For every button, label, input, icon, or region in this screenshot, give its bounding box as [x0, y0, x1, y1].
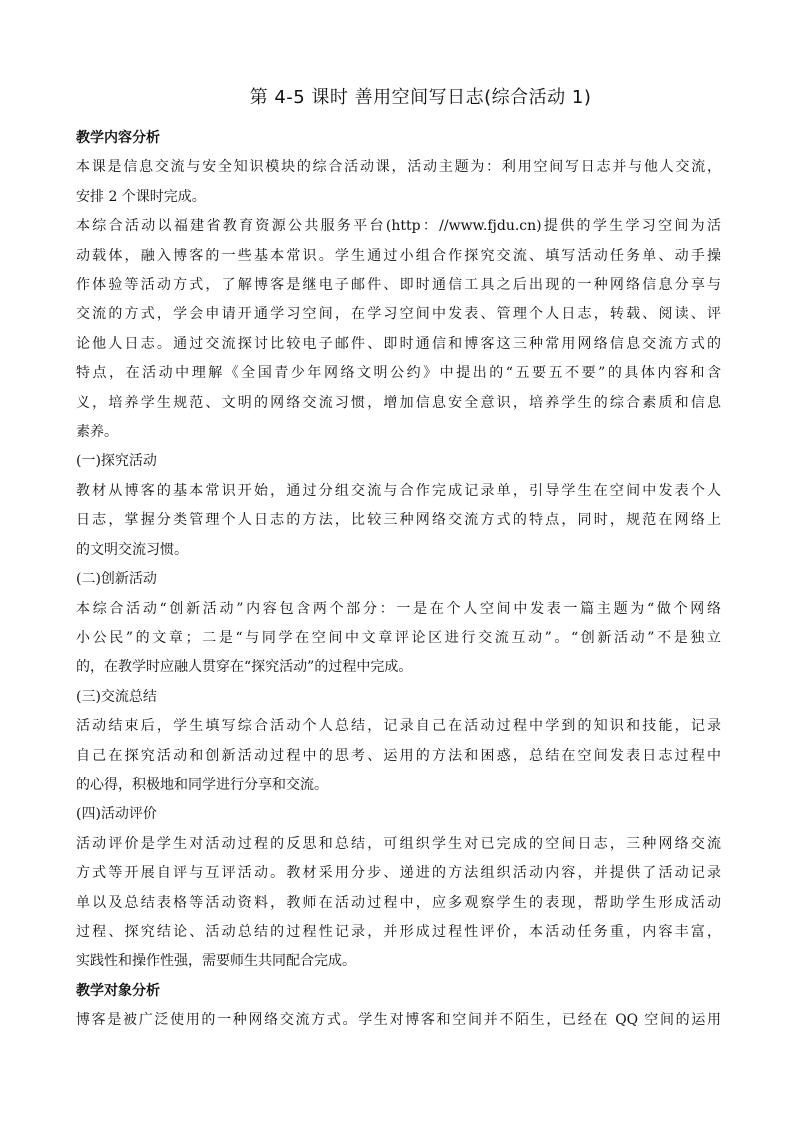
text-line: 特点，在活动中理解《全国青少年网络文明公约》中提出的“五要五不要”的具体内容和含	[76, 365, 721, 382]
section-heading-audience-analysis: 教学对象分析	[76, 982, 160, 999]
text-line: 单以及总结表格等活动资料，教师在活动过程中，应多观察学生的表现，帮助学生形成活动	[76, 894, 721, 911]
paragraph-evaluate	[76, 830, 721, 977]
text-line: 方式等开展自评与互评活动。教材采用分步、递进的方法组织活动内容，并提供了活动记录	[76, 865, 721, 882]
subsection-label-explore: (一)探究活动	[76, 453, 157, 470]
text-line: 义，培养学生规范、文明的网络交流习惯，增加信息安全意识，培养学生的综合素质和信息	[76, 394, 721, 411]
paragraph-audience	[76, 1006, 721, 1035]
text-line: 作体验等活动方式，了解博客是继电子邮件、即时通信工具之后出现的一种网络信息分享与	[76, 277, 721, 294]
text-line: 素养。	[76, 424, 118, 441]
text-line: 日志，掌握分类管理个人日志的方法，比较三种网络交流方式的特点，同时，规范在网络上	[76, 512, 721, 529]
subsection-label-innovate: (二)创新活动	[76, 571, 157, 588]
text-line: 的心得，积极地和同学进行分享和交流。	[76, 776, 328, 793]
page-title: 第 4-5 课时 善用空间写日志(综合活动 1)	[249, 87, 592, 108]
paragraph-platform	[76, 212, 721, 447]
text-line: 过程、探究结论、活动总结的过程性记录，并形成过程性评价，本活动任务重，内容丰富，	[76, 923, 721, 940]
text-line: 动载体，融入博客的一些基本常识。学生通过小组合作探究交流、填写活动任务单、动手操	[76, 247, 721, 264]
paragraph-explore	[76, 477, 721, 565]
text-line: 的文明交流习惯。	[76, 541, 188, 558]
subsection-label-evaluate: (四)活动评价	[76, 806, 157, 823]
paragraph-innovate	[76, 595, 721, 683]
text-line: 活动结束后，学生填写综合活动个人总结，记录自己在活动过程中学到的知识和技能，记录	[76, 718, 721, 735]
text-line: 小公民”的文章；二是“与同学在空间中文章评论区进行交流互动”。“创新活动”不是独立	[76, 629, 721, 646]
text-line: 本课是信息交流与安全知识模块的综合活动课，活动主题为：利用空间写日志并与他人交流，	[76, 159, 721, 176]
text-line: 本综合活动以福建省教育资源公共服务平台(http：//www.fjdu.cn)提供的学生学习空间为活	[76, 218, 721, 235]
text-line: 论他人日志。通过交流探讨比较电子邮件、即时通信和博客这三种常用网络信息交流方式的	[76, 335, 721, 352]
subsection-label-summary: (三)交流总结	[76, 688, 157, 705]
section-heading-content-analysis: 教学内容分析	[76, 130, 160, 146]
text-line: 教材从博客的基本常识开始，通过分组交流与合作完成记录单，引导学生在空间中发表个人	[76, 482, 721, 499]
text-line: 博客是被广泛使用的一种网络交流方式。学生对博客和空间并不陌生，已经在 QQ 空间的运用	[76, 1012, 721, 1029]
paragraph-intro	[76, 153, 721, 212]
text-line: 的，在教学时应融人贯穿在“探究活动”的过程中完成。	[76, 659, 413, 676]
text-line: 交流的方式，学会申请开通学习空间，在学习空间中发表、管理个人日志，转载、阅读、评	[76, 306, 721, 323]
text-line: 安排 2 个课时完成。	[76, 188, 206, 205]
paragraph-summary	[76, 712, 721, 800]
text-line: 实践性和操作性强，需要师生共同配合完成。	[76, 953, 356, 970]
text-line: 本综合活动“创新活动”内容包含两个部分：一是在个人空间中发表一篇主题为“做个网络	[76, 600, 721, 617]
text-line: 自己在探究活动和创新活动过程中的思考、运用的方法和困惑，总结在空间发表日志过程中	[76, 747, 721, 764]
document-page	[76, 86, 721, 1036]
text-line: 活动评价是学生对活动过程的反思和总结，可组织学生对已完成的空间日志，三种网络交流	[76, 835, 721, 852]
